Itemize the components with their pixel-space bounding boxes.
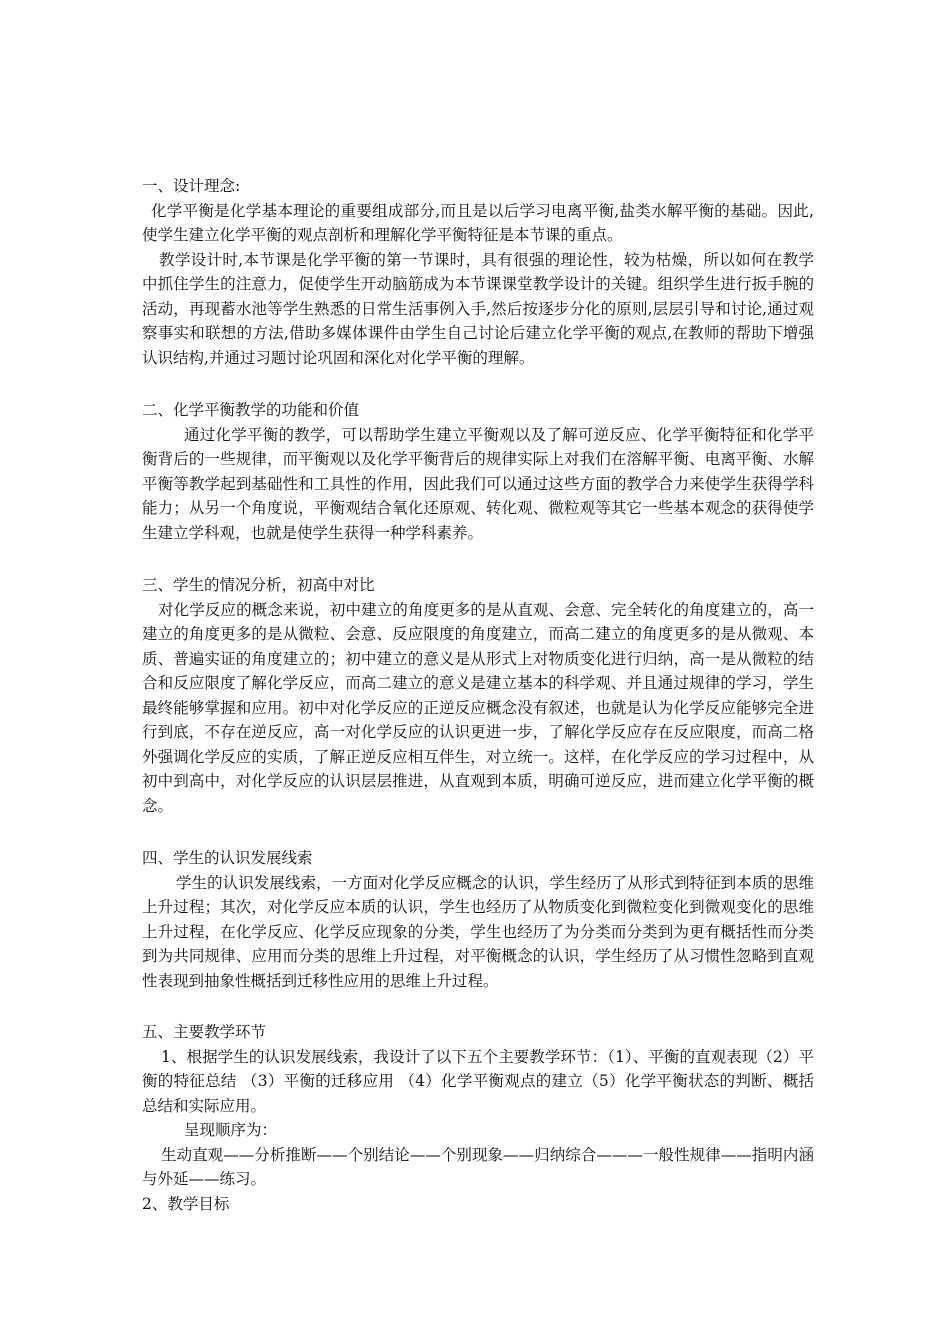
paragraph: 教学设计时,本节课是化学平衡的第一节课时，具有很强的理论性，较为枯燥，所以如何在教学中抓住学生的注意力，促使学生开动脑筋成为本节课课堂教学设计的关键。组织学生进行扳手腕的活动，再现蓄水池等学生熟悉的日常生活事例入手,然后按逐步分化的原则,层层引导和讨论,通过观察事实和联想的方法,借助多媒体课件由学生自己讨论后建立化学平衡的观点,在教师的帮助下增强认识结构,并通过习题讨论巩固和深化对化学平衡的理解。	[142, 250, 814, 367]
paragraph: 化学平衡是化学基本理论的重要组成部分,而且是以后学习电离平衡,盐类水解平衡的基础。因此,使学生建立化学平衡的观点剖析和理解化学平衡特征是本节课的重点。	[142, 201, 814, 244]
section-heading-3: 三、学生的情况分析，初高中对比	[142, 576, 375, 594]
paragraph: 对化学反应的概念来说，初中建立的角度更多的是从直观、会意、完全转化的角度建立的，高一建立的角度更多的是从微粒、会意、反应限度的角度建立，而高二建立的角度更多的是从微观、本质、普遍实证的角度建立的；初中建立的意义是从形式上对物质变化进行归纳，高一是从微粒的结合和反应限度了解化学反应，而高二建立的意义是建立基本的科学观、并且通过规律的学习，学生最终能够掌握和应用。初中对化学反应的正逆反应概念没有叙述，也就是认为化学反应能够完全进行到底，不存在逆反应，高一对化学反应的认识更进一步，了解化学反应存在反应限度，而高二格外强调化学反应的实质，了解正逆反应相互伴生，对立统一。这样，在化学反应的学习过程中，从初中到高中，对化学反应的认识层层推进，从直观到本质，明确可逆反应，进而建立化学平衡的概念。	[142, 600, 814, 815]
subheading-teaching-goals: 2、教学目标	[142, 1194, 230, 1213]
section-function-value	[142, 398, 814, 545]
paragraph: 学生的认识发展线索，一方面对化学反应概念的认识，学生经历了从形式到特征到本质的思维上升过程；其次，对化学反应本质的认识，学生也经历了从物质变化到微粒变化到微观变化的思维上升过程，在化学反应、化学反应现象的分类，学生也经历了为分类而分类到为更有概括性而分类到为共同规律、应用而分类的思维上升过程，对平衡概念的认识，学生经历了从习惯性忽略到直观性表现到抽象性概括到迁移性应用的思维上升过程。	[142, 873, 814, 990]
section-teaching-steps	[142, 1020, 814, 1216]
paragraph: 生动直观——分析推断——个别结论——个别现象——归纳综合———一般性规律——指明内涵与外延——练习。	[142, 1145, 814, 1188]
section-cognitive-development	[142, 846, 814, 993]
paragraph: 呈现顺序为：	[184, 1121, 278, 1139]
section-heading-4: 四、学生的认识发展线索	[142, 849, 313, 867]
section-heading-5: 五、主要教学环节	[142, 1023, 267, 1041]
section-student-analysis	[142, 573, 814, 818]
paragraph: 1、根据学生的认识发展线索，我设计了以下五个主要教学环节：（1）、平衡的直观表现（2）平衡的特征总结 （3）平衡的迁移应用 （4）化学平衡观点的建立（5）化学平衡状态的判断、概括总结和实际应用。	[142, 1047, 814, 1115]
section-design-concept	[142, 174, 814, 370]
paragraph: 通过化学平衡的教学，可以帮助学生建立平衡观以及了解可逆反应、化学平衡特征和化学平衡背后的一些规律，而平衡观以及化学平衡背后的规律实际上对我们在溶解平衡、电离平衡、水解平衡等教学起到基础性和工具性的作用，因此我们可以通过这些方面的教学合力来使学生获得学科能力；从另一个角度说，平衡观结合氧化还原观、转化观、微粒观等其它一些基本观念的获得使学生建立学科观，也就是使学生获得一种学科素养。	[142, 425, 814, 542]
section-heading-2: 二、化学平衡教学的功能和价值	[142, 401, 360, 419]
section-heading-1: 一、设计理念:	[142, 177, 241, 195]
